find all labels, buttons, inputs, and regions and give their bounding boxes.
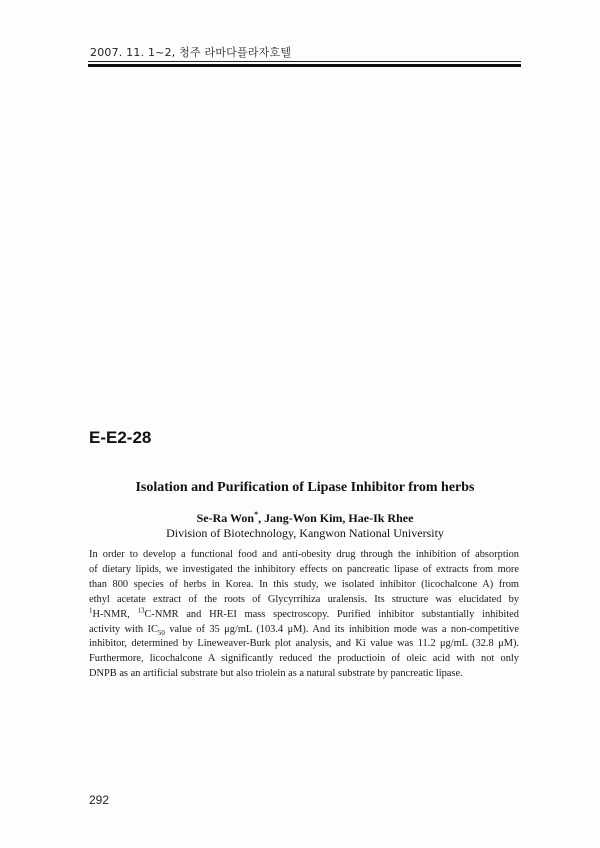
abstract-line: of dietary lipids, we investigated the inhibitory effects on pancreatic lipase of extracts from more [89,563,519,575]
first-author: Se-Ra Won [196,511,255,525]
abstract-text: C-NMR and HR-EI mass spectroscopy. Purified inhibitor substantially inhibited [144,608,519,620]
abstract-line: inhibitor, determined by Lineweaver-Burk plot analysis, and Ki value was 11.2 μg/mL (32.8 μM). [89,638,519,650]
header-rule-thin [88,61,521,62]
abstract-line [89,608,519,623]
h-nmr-superscript: 1 [89,606,93,615]
abstract-line: In order to develop a functional food and anti-obesity drug through the inhibition of absorption [89,549,519,560]
c-nmr-superscript: 13 [137,606,145,615]
abstract-line: ethyl acetate extract of the roots of Glycyrrihiza uralensis. Its structure was elucidated by [89,593,519,605]
abstract-line: DNPB as an artificial substrate but also triolein as a natural substrate by pancreatic lipase. [89,668,463,680]
abstract-line [89,623,519,638]
abstract-line: Furthermore, licochalcone A significantly reduced the productioin of oleic acid with not only [89,653,519,665]
affiliation: Division of Biotechnology, Kangwon National University [166,526,444,540]
abstract-body [89,548,519,682]
author-list [88,510,522,526]
conference-header: 2007. 11. 1~2, 청주 라마다플라자호텔 [90,46,292,59]
paper-code: E-E2-28 [89,428,152,447]
corresponding-author-mark: * [254,510,259,519]
ic50-subscript: 50 [157,628,165,637]
abstract-line: than 800 species of herbs in Korea. In this study, we isolated inhibitor (licochalcone A) from [89,578,519,590]
other-authors: , Jang-Won Kim, Hae-Ik Rhee [258,511,414,525]
paper-title: Isolation and Purification of Lipase Inhibitor from herbs [135,480,475,495]
header-rule-thick [88,64,521,67]
page-number: 292 [89,793,110,807]
abstract-text: activity with IC [89,623,158,635]
abstract-text: value of 35 μg/mL (103.4 μM). And its inhibition mode was a non-competitive [164,623,519,635]
abstract-text: H-NMR, [92,608,138,620]
